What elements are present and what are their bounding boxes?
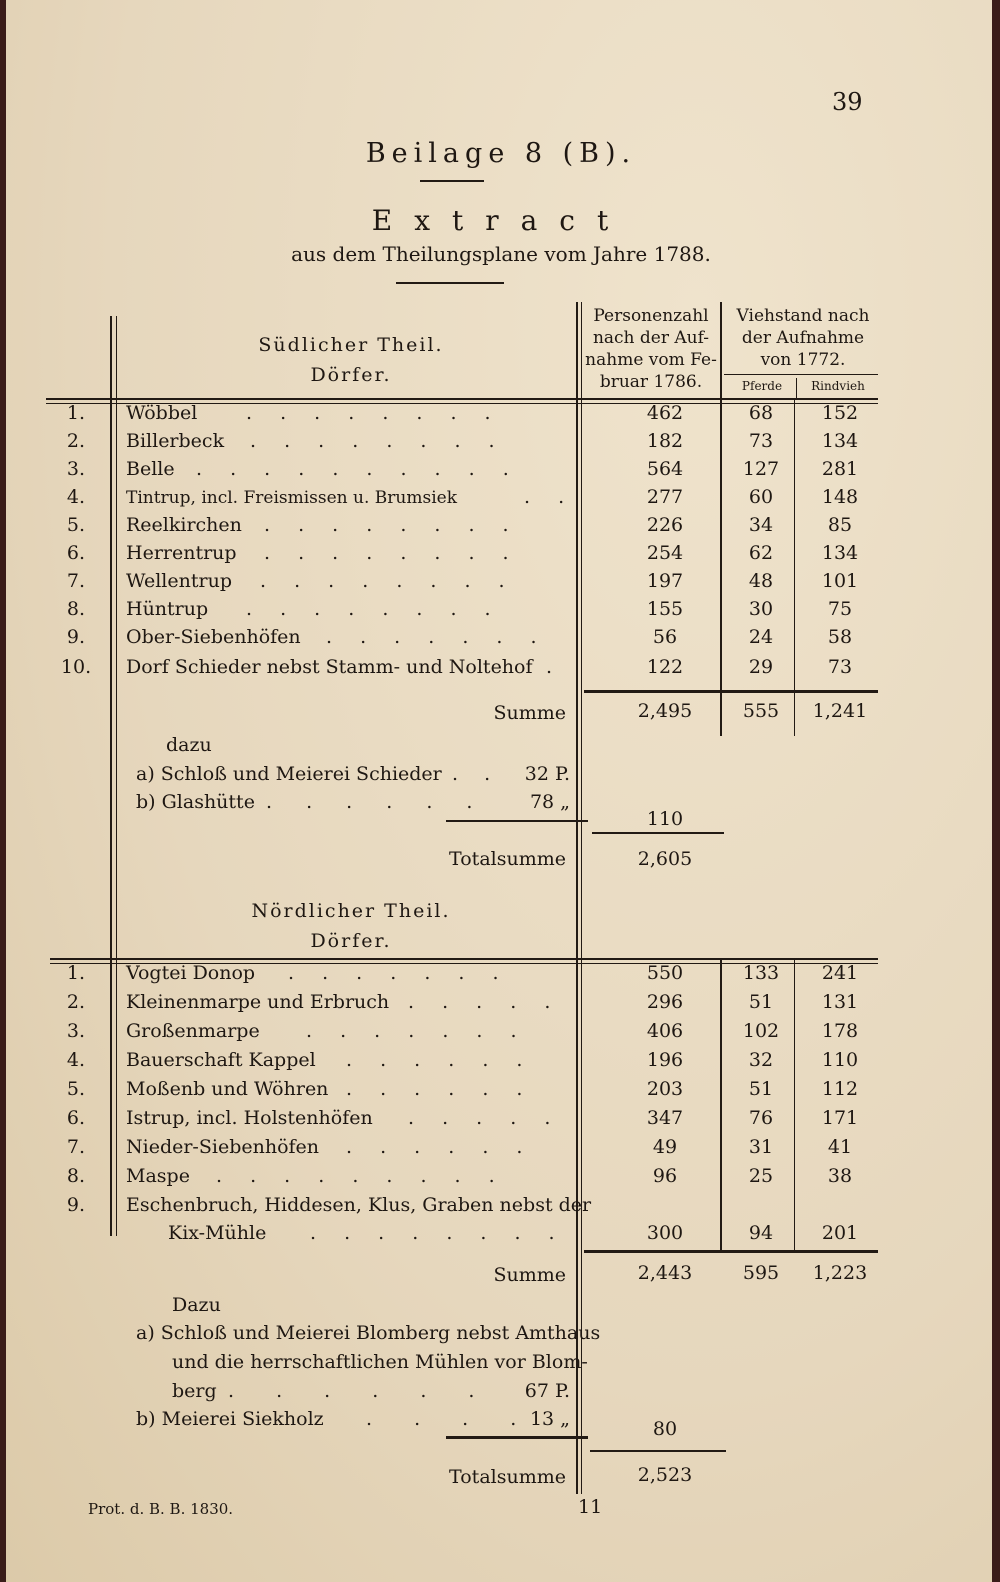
leader-dots: . . . . . .	[346, 1078, 534, 1100]
livestock-header-2: der Aufnahme	[741, 328, 865, 348]
row-name: Nieder-Siebenhöfen	[126, 1136, 320, 1158]
row-horses: 94	[748, 1222, 774, 1244]
row-persons: 196	[646, 1049, 684, 1071]
row-persons: 197	[646, 570, 684, 592]
cattle-header: Rindvieh	[811, 379, 865, 393]
north-extra-a-label-2: und die herrschaftlichen Mühlen vor Blom-	[172, 1351, 588, 1373]
row-name: Vogtei Donop	[126, 962, 256, 984]
leader-dots: . . . . . . . . .	[216, 1165, 506, 1187]
south-sum-label: Summe	[493, 702, 566, 724]
row-cattle: 171	[821, 1107, 859, 1129]
row-index: 1.	[66, 402, 86, 424]
document-page	[6, 0, 992, 1582]
row-persons: 203	[646, 1078, 684, 1100]
leader-dots: . . . . . . .	[326, 626, 548, 648]
north-section-title: Nördlicher Theil.	[251, 900, 451, 922]
north-sum-horses: 595	[742, 1262, 780, 1284]
row-name: Reelkirchen	[126, 514, 242, 536]
row-index: 1.	[66, 962, 86, 984]
row-persons: 122	[646, 656, 684, 678]
horses-header: Pferde	[741, 379, 783, 393]
table-row	[6, 514, 992, 542]
row-horses: 25	[748, 1165, 774, 1187]
south-extra-rule-2	[592, 832, 724, 834]
leader-dots: . . . . . . . .	[310, 1222, 566, 1244]
row-index: 4.	[66, 486, 86, 508]
row-name: Kleinenmarpe und Erbruch	[126, 991, 390, 1013]
row-horses: 127	[742, 458, 780, 480]
footer-signature: 11	[578, 1496, 603, 1518]
row-cattle: 134	[821, 430, 859, 452]
row-horses: 60	[748, 486, 774, 508]
row-horses: 68	[748, 402, 774, 424]
row-persons: 226	[646, 514, 684, 536]
leader-dots: .	[546, 656, 564, 678]
leader-dots: . . . . . . . . . .	[196, 458, 520, 480]
row-persons: 155	[646, 598, 684, 620]
row-cattle: 178	[821, 1020, 859, 1042]
south-extra-a-value: 32 P.	[524, 763, 570, 785]
footer-reference: Prot. d. B. B. 1830.	[88, 1500, 234, 1518]
south-section-title: Südlicher Theil.	[258, 334, 444, 356]
leader-dots: . . . . . .	[228, 1380, 493, 1402]
row-name: Tintrup, incl. Freismissen u. Brumsiek	[126, 488, 458, 508]
row-name: Bauerschaft Kappel	[126, 1049, 316, 1071]
row-horses: 34	[748, 514, 774, 536]
leader-dots: . . . .	[366, 1408, 535, 1430]
persons-header-4: bruar 1786.	[599, 372, 703, 392]
row-persons: 550	[646, 962, 684, 984]
persons-header-3: nahme vom Fe-	[585, 350, 717, 370]
row-index: 5.	[66, 1078, 86, 1100]
north-total-label: Totalsumme	[449, 1466, 566, 1488]
row-cattle: 110	[821, 1049, 859, 1071]
row-index: 2.	[66, 430, 86, 452]
table-row	[6, 1194, 992, 1252]
row-horses: 32	[748, 1049, 774, 1071]
row-name: Billerbeck	[126, 430, 225, 452]
table-row	[6, 486, 992, 514]
leader-dots: . . . . . . . .	[264, 514, 520, 536]
north-sum-persons: 2,443	[637, 1262, 693, 1284]
leader-dots: . . . . . . . .	[264, 542, 520, 564]
leader-dots: . . . . . .	[266, 791, 487, 813]
leader-dots: . .	[452, 763, 501, 785]
row-index: 8.	[66, 598, 86, 620]
document-subtitle: Extract	[371, 204, 631, 237]
table-row	[6, 1078, 992, 1106]
table-row	[6, 458, 992, 486]
row-persons: 182	[646, 430, 684, 452]
row-index: 3.	[66, 458, 86, 480]
north-sum-label: Summe	[493, 1264, 566, 1286]
row-name: Belle	[126, 458, 175, 480]
row-name-continued: Kix-Mühle	[168, 1222, 267, 1244]
row-persons: 254	[646, 542, 684, 564]
row-index: 2.	[66, 991, 86, 1013]
north-header-rule	[50, 958, 878, 960]
table-row	[6, 991, 992, 1019]
title-rule	[420, 180, 484, 182]
table-row	[6, 962, 992, 990]
table-row	[6, 570, 992, 598]
north-extra-a-label-3: berg	[172, 1380, 217, 1402]
row-index: 9.	[66, 626, 86, 648]
north-extra-rule-2	[590, 1450, 726, 1452]
north-extra-a-value: 67 P.	[524, 1380, 570, 1402]
row-cattle: 134	[821, 542, 859, 564]
south-sum-cattle: 1,241	[812, 700, 868, 722]
table-row	[6, 656, 992, 684]
leader-dots: . . . . . . . .	[246, 598, 502, 620]
table-row	[6, 1136, 992, 1164]
row-horses: 133	[742, 962, 780, 984]
row-cattle: 73	[827, 656, 853, 678]
leader-dots: . . . . . . .	[306, 1020, 528, 1042]
livestock-header-divider	[796, 378, 797, 398]
persons-header-2: nach der Auf-	[592, 328, 710, 348]
south-extra-b-label: b) Glashütte	[136, 791, 255, 813]
south-header-rule	[46, 398, 878, 400]
row-persons: 564	[646, 458, 684, 480]
leader-dots: . . . . .	[408, 991, 562, 1013]
row-index: 6.	[66, 1107, 86, 1129]
row-cattle: 85	[827, 514, 853, 536]
row-index: 7.	[66, 570, 86, 592]
leader-dots: . . . . . . . .	[260, 570, 516, 592]
leader-dots: . . . . . .	[346, 1136, 534, 1158]
row-index: 4.	[66, 1049, 86, 1071]
row-horses: 30	[748, 598, 774, 620]
row-cattle: 201	[821, 1222, 859, 1244]
south-sum-rule	[584, 690, 878, 693]
row-index: 3.	[66, 1020, 86, 1042]
row-index: 5.	[66, 514, 86, 536]
south-extra-total: 110	[646, 808, 684, 830]
page-number: 39	[832, 88, 863, 116]
table-row	[6, 1020, 992, 1048]
table-row	[6, 1107, 992, 1135]
row-name: Moßenb und Wöhren	[126, 1078, 329, 1100]
south-total-persons: 2,605	[637, 848, 693, 870]
south-extra-rule	[446, 820, 588, 822]
row-name: Hüntrup	[126, 598, 209, 620]
row-index: 9.	[66, 1194, 86, 1216]
row-name: Eschenbruch, Hiddesen, Klus, Graben nebst der	[126, 1194, 592, 1216]
north-total-persons: 2,523	[637, 1464, 693, 1486]
row-name: Wellentrup	[126, 570, 232, 592]
south-total-label: Totalsumme	[449, 848, 566, 870]
row-horses: 31	[748, 1136, 774, 1158]
persons-header-1: Personenzahl	[593, 306, 709, 326]
south-sum-persons: 2,495	[637, 700, 693, 722]
row-cattle: 148	[821, 486, 859, 508]
row-name: Wöbbel	[126, 402, 198, 424]
leader-dots: . . . . . . . .	[250, 430, 506, 452]
row-name: Herrentrup	[126, 542, 237, 564]
north-extra-b-value: 13 „	[529, 1408, 570, 1430]
row-index: 6.	[66, 542, 86, 564]
row-name: Istrup, incl. Holstenhöfen	[126, 1107, 373, 1129]
row-name: Großenmarpe	[126, 1020, 260, 1042]
south-extra-a-label: a) Schloß und Meierei Schieder	[136, 763, 442, 785]
row-cattle: 41	[827, 1136, 853, 1158]
row-persons: 300	[646, 1222, 684, 1244]
row-persons: 49	[652, 1136, 678, 1158]
table-row	[6, 598, 992, 626]
row-cattle: 281	[821, 458, 859, 480]
row-horses: 62	[748, 542, 774, 564]
row-cattle: 38	[827, 1165, 853, 1187]
south-sum-horses: 555	[742, 700, 780, 722]
row-cattle: 101	[821, 570, 859, 592]
north-sum-cattle: 1,223	[812, 1262, 868, 1284]
leader-dots: . . . . .	[408, 1107, 562, 1129]
row-persons: 406	[646, 1020, 684, 1042]
row-horses: 24	[748, 626, 774, 648]
row-name: Dorf Schieder nebst Stamm- und Noltehof	[126, 656, 533, 678]
row-cattle: 112	[821, 1078, 859, 1100]
north-extra-label: Dazu	[172, 1294, 221, 1316]
subtitle-rule	[396, 282, 504, 284]
row-name: Ober-Siebenhöfen	[126, 626, 301, 648]
row-cattle: 58	[827, 626, 853, 648]
leader-dots: . .	[524, 486, 576, 508]
row-name: Maspe	[126, 1165, 190, 1187]
row-horses: 73	[748, 430, 774, 452]
row-cattle: 241	[821, 962, 859, 984]
south-extra-label: dazu	[166, 734, 212, 756]
south-section-subtitle: Dörfer.	[310, 364, 392, 386]
table-row	[6, 626, 992, 654]
south-extra-b-value: 78 „	[529, 791, 570, 813]
row-persons: 277	[646, 486, 684, 508]
document-title: Beilage 8 (B).	[365, 138, 637, 169]
row-cattle: 75	[827, 598, 853, 620]
row-index: 8.	[66, 1165, 86, 1187]
table-row	[6, 1165, 992, 1193]
north-extra-total: 80	[652, 1418, 678, 1440]
document-subtitle-2: aus dem Theilungsplane vom Jahre 1788.	[291, 242, 711, 266]
row-horses: 29	[748, 656, 774, 678]
north-extra-b-label: b) Meierei Siekholz	[136, 1408, 324, 1430]
leader-dots: . . . . . .	[346, 1049, 534, 1071]
row-index: 7.	[66, 1136, 86, 1158]
table-row	[6, 430, 992, 458]
row-cattle: 131	[821, 991, 859, 1013]
north-extra-a-label: a) Schloß und Meierei Blomberg nebst Amthaus	[136, 1322, 601, 1344]
north-extra-rule	[446, 1436, 588, 1439]
table-row	[6, 542, 992, 570]
livestock-header-rule	[724, 374, 878, 375]
table-row	[6, 1049, 992, 1077]
leader-dots: . . . . . . .	[288, 962, 510, 984]
row-horses: 76	[748, 1107, 774, 1129]
row-persons: 96	[652, 1165, 678, 1187]
row-horses: 51	[748, 1078, 774, 1100]
row-horses: 48	[748, 570, 774, 592]
livestock-header-3: von 1772.	[760, 350, 846, 370]
row-index: 10.	[60, 656, 92, 678]
row-persons: 462	[646, 402, 684, 424]
leader-dots: . . . . . . . .	[246, 402, 502, 424]
row-horses: 51	[748, 991, 774, 1013]
row-persons: 347	[646, 1107, 684, 1129]
row-persons: 296	[646, 991, 684, 1013]
row-cattle: 152	[821, 402, 859, 424]
row-horses: 102	[742, 1020, 780, 1042]
north-section-subtitle: Dörfer.	[310, 930, 392, 952]
table-row	[6, 402, 992, 430]
row-persons: 56	[652, 626, 678, 648]
livestock-header-1: Viehstand nach	[736, 306, 870, 326]
